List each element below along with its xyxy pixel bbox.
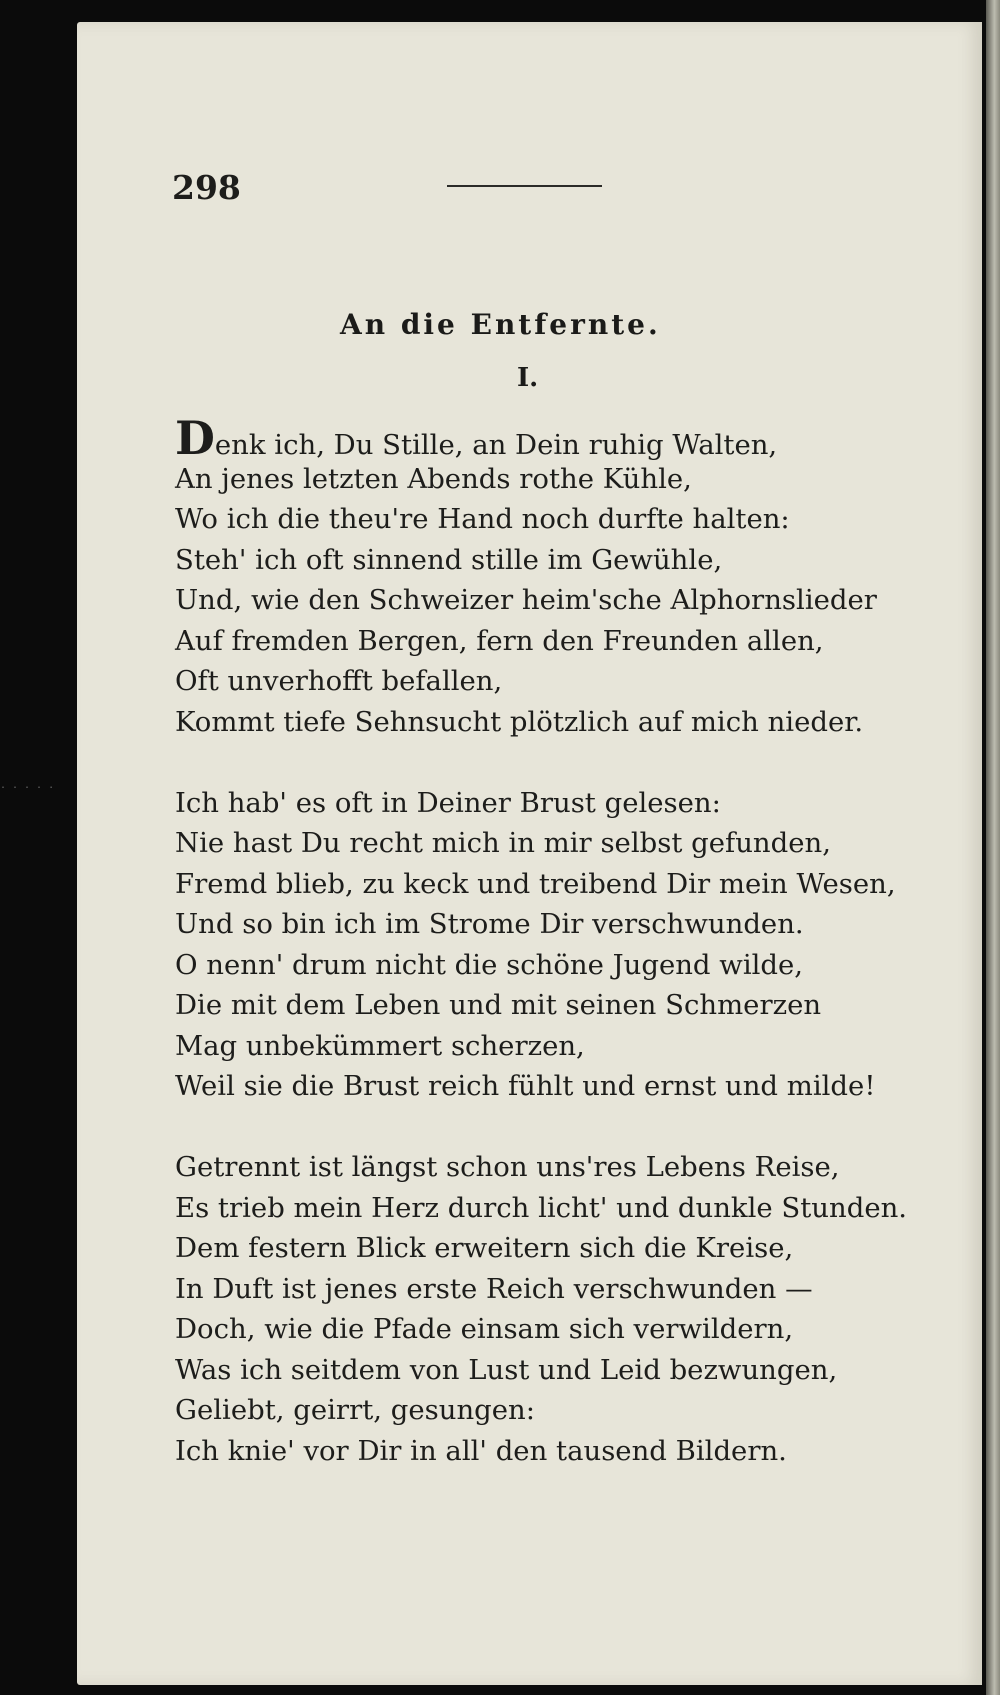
poem-line: O nenn' drum nicht die schöne Jugend wilde, <box>175 948 804 981</box>
poem-line: Geliebt, geirrt, gesungen: <box>175 1394 536 1426</box>
stanza-2 <box>175 783 965 1107</box>
poem-line: Ich hab' es oft in Deiner Brust gelesen: <box>175 786 721 819</box>
poem-line: Weil sie die Brust reich fühlt und ernst und milde! <box>175 1070 876 1102</box>
poem-line: Auf fremden Bergen, fern den Freunden allen, <box>175 624 824 657</box>
margin-dots: ..... <box>0 780 61 791</box>
header-rule <box>447 185 602 187</box>
section-number: I. <box>517 363 539 393</box>
poem-line: Und, wie den Schweizer heim'sche Alphornslieder <box>175 584 877 616</box>
poem-line: Die mit dem Leben und mit seinen Schmerzen <box>175 989 822 1021</box>
poem-line: Ich knie' vor Dir in all' den tausend Bildern. <box>175 1434 787 1467</box>
poem-line: Es trieb mein Herz durch licht' und dunkle Stunden. <box>175 1191 908 1224</box>
page-number: 298 <box>172 168 241 207</box>
poem-line: Doch, wie die Pfade einsam sich verwildern, <box>175 1313 794 1345</box>
poem-line: Mag unbekümmert scherzen, <box>175 1029 585 1062</box>
poem-line: Fremd blieb, zu keck und treibend Dir mein Wesen, <box>175 867 896 900</box>
initial-letter: D <box>175 411 215 465</box>
poem-line: Nie hast Du recht mich in mir selbst gefunden, <box>175 827 831 859</box>
stanza-1 <box>175 411 965 742</box>
poem-body <box>175 411 965 1512</box>
poem-line: Wo ich die theu're Hand noch durfte halten: <box>175 503 790 535</box>
poem-line: Getrennt ist längst schon uns'res Lebens Reise, <box>175 1151 840 1183</box>
poem-line: Denk ich, Du Stille, an Dein ruhig Walten, <box>175 411 778 465</box>
poem-title: An die Entfernte. <box>340 308 661 341</box>
poem-line: Steh' ich oft sinnend stille im Gewühle, <box>175 543 723 576</box>
poem-line: Was ich seitdem von Lust und Leid bezwungen, <box>175 1353 838 1386</box>
poem-line: Kommt tiefe Sehnsucht plötzlich auf mich nieder. <box>175 705 864 738</box>
poem-line: Oft unverhofft befallen, <box>175 665 503 697</box>
book-edge <box>986 0 1000 1695</box>
poem-line: An jenes letzten Abends rothe Kühle, <box>175 462 692 495</box>
poem-line: Dem festern Blick erweitern sich die Kreise, <box>175 1232 794 1264</box>
poem-line: Und so bin ich im Strome Dir verschwunden. <box>175 908 804 940</box>
stanza-3 <box>175 1147 965 1471</box>
poem-line: In Duft ist jenes erste Reich verschwunden — <box>175 1272 813 1305</box>
